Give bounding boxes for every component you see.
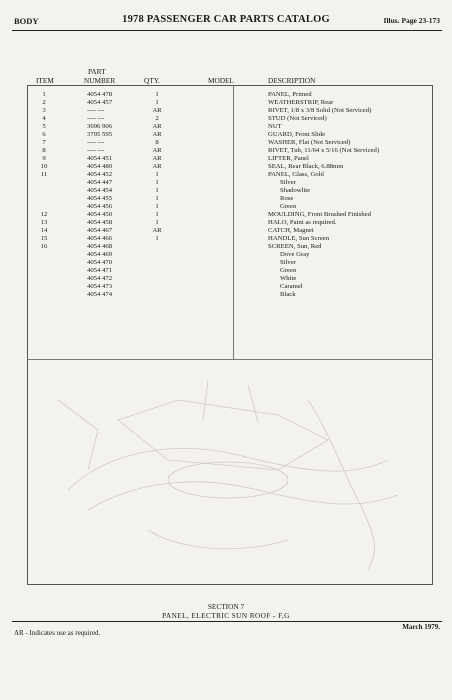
table-row: [0, 251, 452, 259]
description: CATCH, Magnet: [268, 227, 314, 234]
part-number: 4054 455: [87, 195, 113, 202]
part-number: 4054 471: [87, 267, 113, 274]
publication-date: March 1979.: [402, 623, 440, 631]
description: Rose: [280, 195, 294, 202]
quantity: 2: [155, 115, 159, 122]
description: HALO, Paint as required.: [268, 219, 337, 226]
section-title: PANEL, ELECTRIC SUN ROOF - F,G: [162, 611, 290, 620]
footer-rule: [12, 621, 442, 622]
description: Black: [280, 291, 296, 298]
description: White: [280, 275, 297, 282]
quantity: AR: [152, 163, 162, 170]
part-number: 4054 474: [87, 291, 113, 298]
description: Green: [280, 267, 297, 274]
part-number: 4054 447: [87, 179, 113, 186]
table-row: [0, 115, 452, 123]
part-number: 4054 468: [87, 243, 113, 250]
quantity: AR: [152, 123, 162, 130]
table-row: [0, 243, 452, 251]
table-row: [0, 91, 452, 99]
part-number: ---- ---: [87, 115, 105, 122]
description: GUARD, Front Slide: [268, 131, 326, 138]
item-number: 11: [40, 171, 48, 178]
quantity: 1: [155, 211, 159, 218]
part-number: 4054 480: [87, 163, 113, 170]
part-number: 4054 467: [87, 227, 113, 234]
quantity: AR: [152, 155, 162, 162]
table-row: [0, 107, 452, 115]
table-row: [0, 147, 452, 155]
table-row: [0, 171, 452, 179]
quantity: 1: [155, 99, 159, 106]
quantity: AR: [152, 107, 162, 114]
description: Shadowlite: [280, 187, 311, 194]
table-row: [0, 211, 452, 219]
description: SEAL, Rear Black, 6.88mm: [268, 163, 344, 170]
table-row: [0, 227, 452, 235]
section-number: SECTION 7: [207, 602, 245, 611]
item-number: 8: [42, 147, 46, 154]
quantity: AR: [152, 147, 162, 154]
table-row: [0, 259, 452, 267]
description: Silver: [280, 179, 296, 186]
description: PANEL, Glass, Gold: [268, 171, 324, 178]
item-number: 6: [42, 131, 46, 138]
table-row: [0, 235, 452, 243]
part-number: 4054 454: [87, 187, 113, 194]
item-number: 12: [40, 211, 48, 218]
description: Caramel: [280, 283, 303, 290]
part-number: 4054 469: [87, 251, 113, 258]
item-number: 3: [42, 107, 46, 114]
description: HANDLE, Sun Screen: [268, 235, 330, 242]
item-number: 9: [42, 155, 46, 162]
table-row: [0, 163, 452, 171]
table-row: [0, 155, 452, 163]
part-number: ---- ---: [87, 147, 105, 154]
item-number: 15: [40, 235, 48, 242]
quantity: 8: [155, 139, 159, 146]
part-number: 4054 458: [87, 219, 113, 226]
quantity: 1: [155, 187, 159, 194]
part-number: 4054 452: [87, 171, 113, 178]
description: WASHER, Flat (Not Serviced): [268, 139, 351, 146]
faded-illustration: [28, 360, 432, 584]
quantity: AR: [152, 131, 162, 138]
part-number: 4054 478: [87, 91, 113, 98]
part-number: 3795 595: [87, 131, 113, 138]
quantity: 1: [155, 219, 159, 226]
col-description-header: DESCRIPTION: [268, 76, 316, 85]
col-item-header: ITEM: [36, 76, 54, 85]
description: Silver: [280, 259, 296, 266]
col-part-header-line1: PART: [88, 67, 106, 76]
table-row: [0, 131, 452, 139]
description: Green: [280, 203, 297, 210]
description: MOULDING, Front Brushed Finished: [268, 211, 371, 218]
quantity: 1: [155, 91, 159, 98]
table-row: [0, 195, 452, 203]
item-number: 14: [40, 227, 48, 234]
item-number: 1: [42, 91, 46, 98]
ar-legend: AR - Indicates use as required.: [14, 629, 101, 637]
item-number: 5: [42, 123, 46, 130]
description: Dove Gray: [280, 251, 310, 258]
table-row: [0, 283, 452, 291]
part-number: 4054 450: [87, 211, 113, 218]
quantity: 1: [155, 179, 159, 186]
part-number: 4054 451: [87, 155, 113, 162]
item-number: 2: [42, 99, 46, 106]
quantity: 1: [155, 235, 159, 242]
item-number: 16: [40, 243, 48, 250]
col-model-header: MODEL: [208, 76, 234, 85]
part-number: 3696 906: [87, 123, 113, 130]
quantity: 1: [155, 195, 159, 202]
description: PANEL, Primed: [268, 91, 312, 98]
item-number: 4: [42, 115, 46, 122]
quantity: 1: [155, 203, 159, 210]
item-number: 10: [40, 163, 48, 170]
description: SCREEN, Sun, Red: [268, 243, 322, 250]
table-row: [0, 123, 452, 131]
catalog-title: 1978 PASSENGER CAR PARTS CATALOG: [122, 14, 330, 25]
description: NUT: [268, 123, 282, 130]
col-part-header-line2: NUMBER: [84, 76, 116, 85]
table-row: [0, 267, 452, 275]
description: WEATHERSTRIP, Rear: [268, 99, 334, 106]
part-number: ---- ---: [87, 139, 105, 146]
part-number: 4054 466: [87, 235, 113, 242]
illustration-reference: Illus. Page 23-173: [383, 16, 440, 25]
part-number: ---- ---: [87, 107, 105, 114]
part-number: 4054 472: [87, 275, 113, 282]
table-row: [0, 291, 452, 299]
item-number: 13: [40, 219, 48, 226]
table-row: [0, 219, 452, 227]
table-row: [0, 99, 452, 107]
section-name: BODY: [14, 16, 39, 26]
description: STUD (Not Serviced): [268, 115, 327, 122]
table-row: [0, 187, 452, 195]
description: LIFTER, Panel: [268, 155, 309, 162]
part-number: 4054 470: [87, 259, 113, 266]
quantity: AR: [152, 227, 162, 234]
quantity: 1: [155, 171, 159, 178]
col-qty-header: QTY.: [144, 76, 160, 85]
table-row: [0, 275, 452, 283]
part-number: 4054 456: [87, 203, 113, 210]
part-number: 4054 457: [87, 99, 113, 106]
table-row: [0, 203, 452, 211]
header-rule: [12, 30, 442, 31]
table-row: [0, 139, 452, 147]
part-number: 4054 473: [87, 283, 113, 290]
item-number: 7: [42, 139, 46, 146]
description: RIVET, Tub, 11/64 x 5/16 (Not Serviced): [268, 147, 380, 154]
table-row: [0, 179, 452, 187]
description: RIVET, 1/8 x 3/8 Solid (Not Serviced): [268, 107, 372, 114]
